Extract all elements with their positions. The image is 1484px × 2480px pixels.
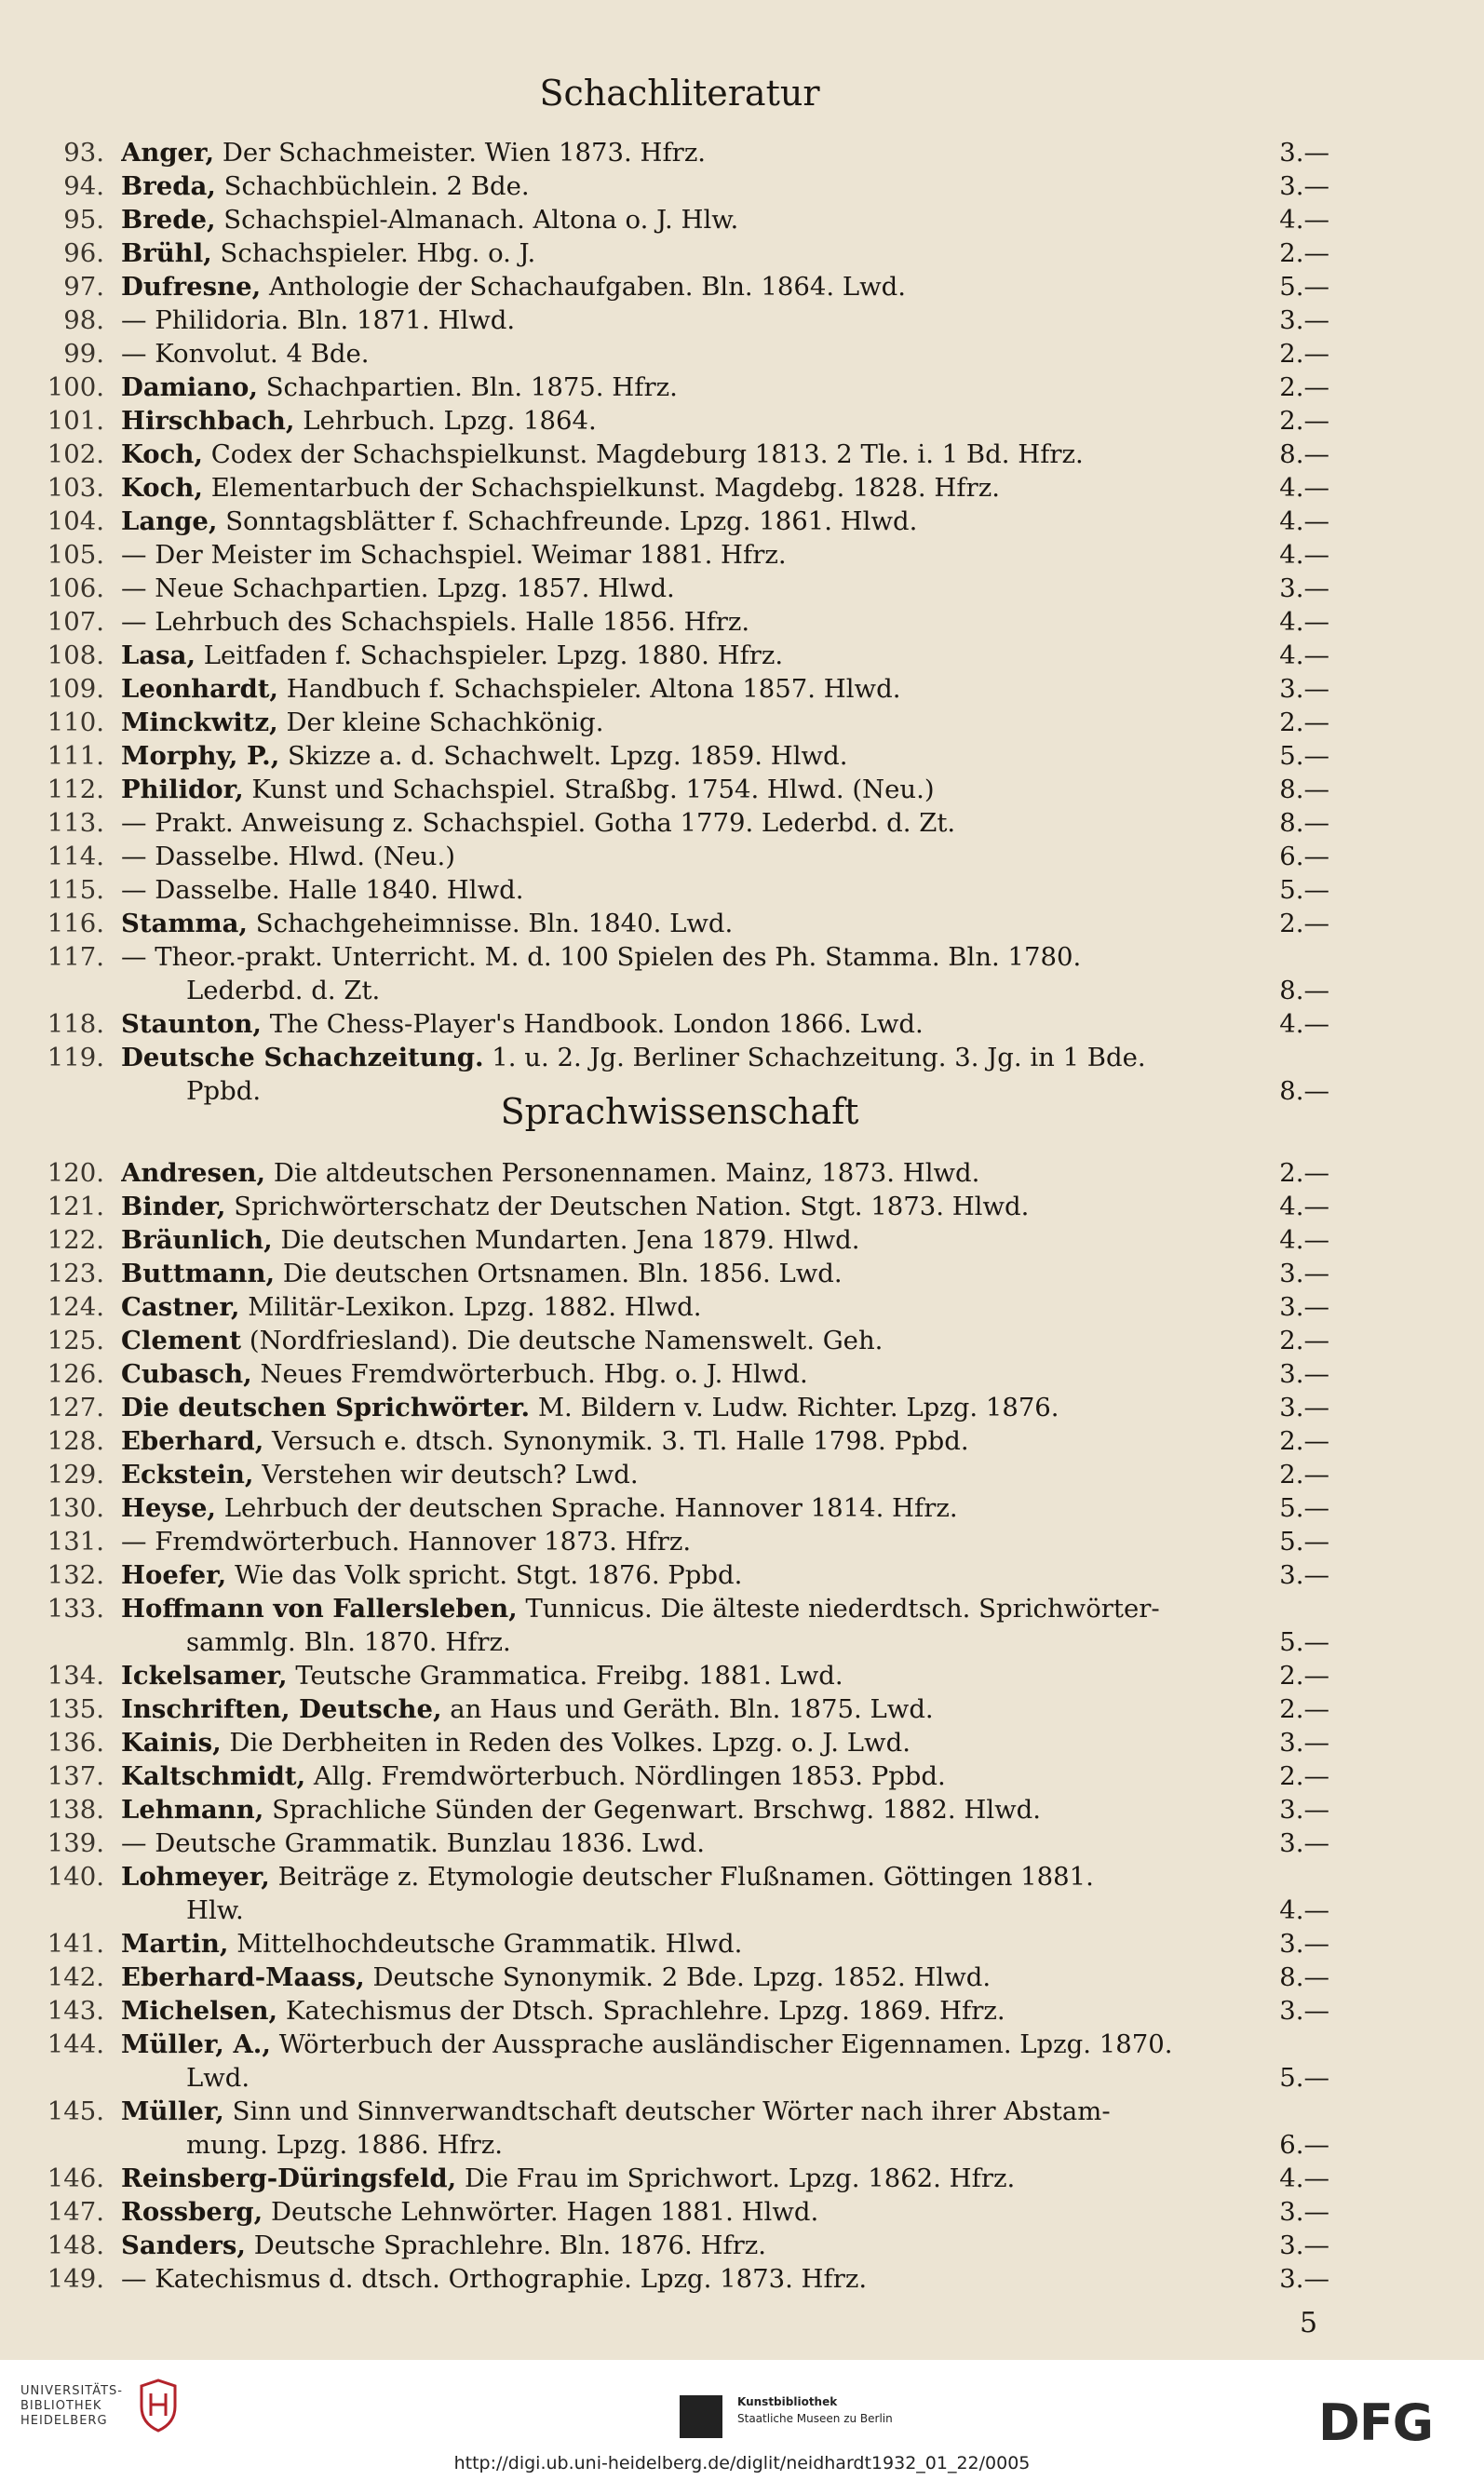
entry-number: 97.: [63, 272, 104, 302]
footer-bar: [0, 2360, 1484, 2480]
entry-description: Der Schachmeister. Wien 1873. Hfrz.: [222, 138, 707, 168]
entry-number: 103.: [47, 473, 104, 503]
entry-author: Minckwitz,: [121, 708, 278, 737]
entry-price: 3.—: [1274, 1994, 1329, 2028]
entry-author: Reinsberg-Düringsfeld,: [121, 2163, 457, 2193]
entry-author: Morphy, P.,: [121, 741, 280, 771]
entry-price: 8.—: [1274, 806, 1329, 840]
entry-description: Die deutschen Mundarten. Jena 1879. Hlwd.: [280, 1225, 860, 1255]
entry-number: 125.: [47, 1326, 104, 1355]
entry-price: 2.—: [1274, 1424, 1329, 1458]
entry-number: 100.: [47, 372, 104, 402]
source-url[interactable]: http://digi.ub.uni-heidelberg.de/diglit/neidhardt1932_01_22/0005: [453, 2453, 1031, 2473]
entry-description: Verstehen wir deutsch? Lwd.: [262, 1460, 639, 1489]
entry-description: sammlg. Bln. 1870. Hfrz.: [186, 1627, 511, 1657]
dfg-logo[interactable]: DFG: [1318, 2393, 1434, 2452]
entry-number: 105.: [47, 540, 104, 570]
entry-description: — Katechismus d. dtsch. Orthographie. Lpzg. 1873. Hfrz.: [121, 2264, 868, 2294]
entry-author: Eberhard-Maass,: [121, 1962, 365, 1992]
entry-description: Ppbd.: [186, 1076, 262, 1106]
entry-number: 114.: [47, 842, 104, 871]
entry-description: Codex der Schachspielkunst. Magdeburg 1813. 2 Tle. i. 1 Bd. Hfrz.: [210, 439, 1084, 469]
entry-number: 148.: [47, 2231, 104, 2260]
entry-price: 4.—: [1274, 639, 1329, 672]
ub-logo-line: BIBLIOTHEK: [20, 2399, 102, 2413]
entry-price: 3.—: [1274, 2229, 1329, 2262]
entry-description: — Lehrbuch des Schachspiels. Halle 1856. Hfrz.: [121, 607, 750, 637]
entry-price: 2.—: [1274, 907, 1329, 940]
entry-description: 1. u. 2. Jg. Berliner Schachzeitung. 3. Jg. in 1 Bde.: [492, 1043, 1146, 1072]
entry-description: Die Derbheiten in Reden des Volkes. Lpzg. o. J. Lwd.: [229, 1728, 911, 1758]
entry-price: 2.—: [1274, 1458, 1329, 1491]
entry-description: an Haus und Geräth. Bln. 1875. Lwd.: [450, 1694, 934, 1724]
entry-number: 134.: [47, 1661, 104, 1691]
entry-number: 93.: [63, 138, 104, 168]
ub-heidelberg-logo[interactable]: [20, 2384, 123, 2429]
entry-number: 141.: [47, 1929, 104, 1959]
entry-description: Mittelhochdeutsche Grammatik. Hlwd.: [236, 1929, 743, 1959]
entry-price: 2.—: [1274, 371, 1329, 404]
entry-number: 143.: [47, 1996, 104, 2026]
entry-author: Sanders,: [121, 2231, 246, 2260]
entry-number: 108.: [47, 640, 104, 670]
entry-author: Lange,: [121, 506, 218, 536]
entry-author: Cubasch,: [121, 1359, 252, 1389]
kb-logo-icon: [680, 2395, 722, 2438]
entry-author: Müller,: [121, 2096, 224, 2126]
entry-price: 8.—: [1274, 1961, 1329, 1994]
entry-description: Schachpartien. Bln. 1875. Hfrz.: [265, 372, 678, 402]
entry-description: (Nordfriesland). Die deutsche Namenswelt. Geh.: [249, 1326, 884, 1355]
entry-description: Handbuch f. Schachspieler. Altona 1857. Hlwd.: [286, 674, 901, 704]
entry-price: 2.—: [1274, 236, 1329, 270]
entry-price: 3.—: [1274, 136, 1329, 169]
entry-number: 126.: [47, 1359, 104, 1389]
entry-description: Anthologie der Schachaufgaben. Bln. 1864. Lwd.: [268, 272, 907, 302]
entry-description: Lehrbuch. Lpzg. 1864.: [303, 406, 597, 436]
entry-description: — Fremdwörterbuch. Hannover 1873. Hfrz.: [121, 1527, 692, 1557]
entry-description: Leitfaden f. Schachspieler. Lpzg. 1880. Hfrz.: [203, 640, 784, 670]
entry-author: Koch,: [121, 439, 203, 469]
entry-description: Die altdeutschen Personennamen. Mainz, 1873. Hlwd.: [273, 1158, 980, 1188]
entry-author: Dufresne,: [121, 272, 262, 302]
entry-description: Beiträge z. Etymologie deutscher Flußnamen. Göttingen 1881.: [277, 1862, 1094, 1892]
entry-description: Lederbd. d. Zt.: [186, 976, 381, 1005]
entry-description: Schachbüchlein. 2 Bde.: [223, 171, 530, 201]
entry-description: Sprachliche Sünden der Gegenwart. Brschwg. 1882. Hlwd.: [272, 1795, 1042, 1825]
entry-number: 96.: [63, 238, 104, 268]
entry-number: 138.: [47, 1795, 104, 1825]
entry-number: 142.: [47, 1962, 104, 1992]
entry-price: 2.—: [1274, 1324, 1329, 1357]
section-title: Schachliteratur: [539, 73, 820, 114]
entry-price: 3.—: [1274, 1927, 1329, 1961]
entry-price: 3.—: [1274, 169, 1329, 203]
entry-author: Martin,: [121, 1929, 229, 1959]
entry-description: — Philidoria. Bln. 1871. Hlwd.: [121, 305, 516, 335]
entry-price: 8.—: [1274, 974, 1329, 1007]
entry-author: Lasa,: [121, 640, 196, 670]
entry-description: Deutsche Sprachlehre. Bln. 1876. Hfrz.: [253, 2231, 767, 2260]
entry-description: Versuch e. dtsch. Synonymik. 3. Tl. Halle 1798. Ppbd.: [272, 1426, 969, 1456]
entry-description: Sonntagsblätter f. Schachfreunde. Lpzg. 1861. Hlwd.: [225, 506, 918, 536]
entry-price: 5.—: [1274, 1625, 1329, 1659]
entry-price: 3.—: [1274, 1391, 1329, 1424]
entry-number: 121.: [47, 1192, 104, 1221]
entry-price: 3.—: [1274, 303, 1329, 337]
entry-number: 145.: [47, 2096, 104, 2126]
entry-price: 3.—: [1274, 1726, 1329, 1759]
entry-price: 6.—: [1274, 2128, 1329, 2162]
entry-author: Lohmeyer,: [121, 1862, 270, 1892]
entry-number: 135.: [47, 1694, 104, 1724]
entry-price: 8.—: [1274, 1074, 1329, 1108]
entry-number: 122.: [47, 1225, 104, 1255]
entry-number: 115.: [47, 875, 104, 905]
entry-number: 110.: [47, 708, 104, 737]
entry-number: 116.: [47, 909, 104, 938]
ub-logo-line: UNIVERSITÄTS-: [20, 2384, 123, 2398]
entry-price: 4.—: [1274, 1223, 1329, 1257]
entry-description: Militär-Lexikon. Lpzg. 1882. Hlwd.: [248, 1292, 702, 1322]
entry-description: — Deutsche Grammatik. Bunzlau 1836. Lwd.: [121, 1828, 705, 1858]
entry-author: Müller, A.,: [121, 2029, 271, 2059]
entry-number: 124.: [47, 1292, 104, 1322]
entry-author: Anger,: [121, 138, 215, 168]
entry-number: 128.: [47, 1426, 104, 1456]
entry-number: 101.: [47, 406, 104, 436]
entry-price: 5.—: [1274, 2061, 1329, 2095]
entry-price: 2.—: [1274, 1692, 1329, 1726]
entry-description: mung. Lpzg. 1886. Hfrz.: [186, 2130, 504, 2160]
entry-description: — Theor.-prakt. Unterricht. M. d. 100 Spielen des Ph. Stamma. Bln. 1780.: [121, 942, 1082, 972]
entry-number: 102.: [47, 439, 104, 469]
entry-price: 4.—: [1274, 203, 1329, 236]
entry-price: 4.—: [1274, 1190, 1329, 1223]
entry-description: Elementarbuch der Schachspielkunst. Magdebg. 1828. Hfrz.: [210, 473, 1000, 503]
entry-number: 147.: [47, 2197, 104, 2227]
entry-description: Tunnicus. Die älteste niederdtsch. Sprichwörter-: [525, 1594, 1160, 1624]
entry-number: 130.: [47, 1493, 104, 1523]
entry-number: 119.: [47, 1043, 104, 1072]
entry-description: Der kleine Schachkönig.: [286, 708, 604, 737]
entry-description: Sinn und Sinnverwandtschaft deutscher Wörter nach ihrer Abstam-: [232, 2096, 1111, 2126]
kb-subtitle: Staatliche Museen zu Berlin: [737, 2412, 893, 2425]
entry-author: Eckstein,: [121, 1460, 254, 1489]
entry-number: 129.: [47, 1460, 104, 1489]
entry-description: Schachspieler. Hbg. o. J.: [220, 238, 536, 268]
entry-description: Schachgeheimnisse. Bln. 1840. Lwd.: [255, 909, 734, 938]
entry-number: 99.: [63, 339, 104, 369]
entry-price: 3.—: [1274, 1793, 1329, 1826]
entry-author: Lehmann,: [121, 1795, 264, 1825]
entry-price: 2.—: [1274, 1759, 1329, 1793]
entry-price: 3.—: [1274, 1558, 1329, 1592]
entry-author: Kainis,: [121, 1728, 222, 1758]
entry-price: 5.—: [1274, 873, 1329, 907]
entry-description: Lehrbuch der deutschen Sprache. Hannover 1814. Hfrz.: [223, 1493, 958, 1523]
entry-author: Michelsen,: [121, 1996, 278, 2026]
entry-description: Die Frau im Sprichwort. Lpzg. 1862. Hfrz.: [464, 2163, 1016, 2193]
entry-price: 2.—: [1274, 706, 1329, 739]
entry-number: 120.: [47, 1158, 104, 1188]
entry-price: 8.—: [1274, 773, 1329, 806]
entry-number: 117.: [47, 942, 104, 972]
entry-number: 113.: [47, 808, 104, 838]
entry-author: Bräunlich,: [121, 1225, 273, 1255]
entry-author: Damiano,: [121, 372, 258, 402]
entry-description: Kunst und Schachspiel. Straßbg. 1754. Hlwd. (Neu.): [251, 775, 935, 804]
entry-price: 4.—: [1274, 2162, 1329, 2195]
entry-number: 137.: [47, 1761, 104, 1791]
entry-number: 107.: [47, 607, 104, 637]
entry-number: 98.: [63, 305, 104, 335]
entry-description: Skizze a. d. Schachwelt. Lpzg. 1859. Hlwd.: [288, 741, 848, 771]
entry-author: Buttmann,: [121, 1259, 276, 1288]
entry-author: Inschriften, Deutsche,: [121, 1694, 442, 1724]
entry-price: 3.—: [1274, 572, 1329, 605]
entry-author: Hoffmann von Fallersleben,: [121, 1594, 518, 1624]
entry-description: Allg. Fremdwörterbuch. Nördlingen 1853. Ppbd.: [313, 1761, 946, 1791]
entry-description: Wörterbuch der Aussprache ausländischer Eigennamen. Lpzg. 1870.: [278, 2029, 1173, 2059]
entry-description: Neues Fremdwörterbuch. Hbg. o. J. Hlwd.: [260, 1359, 808, 1389]
entry-author: Eberhard,: [121, 1426, 264, 1456]
entry-author: Deutsche Schachzeitung.: [121, 1043, 484, 1072]
entry-author: Koch,: [121, 473, 203, 503]
entry-author: Leonhardt,: [121, 674, 278, 704]
entry-price: 5.—: [1274, 270, 1329, 303]
entry-number: 106.: [47, 573, 104, 603]
entry-price: 4.—: [1274, 471, 1329, 505]
entry-number: 95.: [63, 205, 104, 235]
entry-number: 140.: [47, 1862, 104, 1892]
entry-number: 144.: [47, 2029, 104, 2059]
page-number: 5: [1300, 2307, 1318, 2339]
entry-price: 5.—: [1274, 1491, 1329, 1525]
entry-price: 3.—: [1274, 672, 1329, 706]
entry-number: 123.: [47, 1259, 104, 1288]
entry-number: 146.: [47, 2163, 104, 2193]
entry-number: 118.: [47, 1009, 104, 1039]
entry-number: 149.: [47, 2264, 104, 2294]
entry-price: 5.—: [1274, 739, 1329, 773]
entry-author: Rossberg,: [121, 2197, 263, 2227]
entry-price: 8.—: [1274, 438, 1329, 471]
entry-price: 3.—: [1274, 1357, 1329, 1391]
entry-price: 3.—: [1274, 2195, 1329, 2229]
ub-logo-line: HEIDELBERG: [20, 2414, 108, 2428]
entry-price: 3.—: [1274, 1826, 1329, 1860]
entry-description: — Neue Schachpartien. Lpzg. 1857. Hlwd.: [121, 573, 675, 603]
entry-description: — Prakt. Anweisung z. Schachspiel. Gotha 1779. Lederbd. d. Zt.: [121, 808, 956, 838]
entry-description: — Konvolut. 4 Bde.: [121, 339, 370, 369]
entry-author: Binder,: [121, 1192, 226, 1221]
entry-price: 4.—: [1274, 1007, 1329, 1041]
entry-description: M. Bildern v. Ludw. Richter. Lpzg. 1876.: [537, 1393, 1059, 1422]
entry-price: 5.—: [1274, 1525, 1329, 1558]
entry-description: Deutsche Synonymik. 2 Bde. Lpzg. 1852. Hlwd.: [372, 1962, 992, 1992]
entry-author: Hirschbach,: [121, 406, 295, 436]
entry-description: Schachspiel-Almanach. Altona o. J. Hlw.: [223, 205, 739, 235]
entry-number: 111.: [47, 741, 104, 771]
entry-author: Kaltschmidt,: [121, 1761, 306, 1791]
entry-price: 4.—: [1274, 538, 1329, 572]
entry-price: 6.—: [1274, 840, 1329, 873]
entry-description: Hlw.: [186, 1895, 244, 1925]
entry-description: Wie das Volk spricht. Stgt. 1876. Ppbd.: [234, 1560, 743, 1590]
entry-author: Castner,: [121, 1292, 240, 1322]
entry-author: Brühl,: [121, 238, 212, 268]
entry-price: 4.—: [1274, 605, 1329, 639]
entry-author: Stamma,: [121, 909, 248, 938]
entry-description: Die deutschen Ortsnamen. Bln. 1856. Lwd.: [282, 1259, 843, 1288]
entry-author: Andresen,: [121, 1158, 266, 1188]
entry-description: The Chess-Player's Handbook. London 1866. Lwd.: [269, 1009, 924, 1039]
ub-seal-icon: [138, 2379, 179, 2433]
entry-number: 136.: [47, 1728, 104, 1758]
entry-number: 133.: [47, 1594, 104, 1624]
entry-description: Teutsche Grammatica. Freibg. 1881. Lwd.: [295, 1661, 843, 1691]
entry-author: Die deutschen Sprichwörter.: [121, 1393, 531, 1422]
entry-price: 4.—: [1274, 1894, 1329, 1927]
entry-price: 3.—: [1274, 1257, 1329, 1290]
entry-number: 94.: [63, 171, 104, 201]
entry-author: Hoefer,: [121, 1560, 227, 1590]
entry-number: 139.: [47, 1828, 104, 1858]
entry-number: 127.: [47, 1393, 104, 1422]
entry-price: 2.—: [1274, 337, 1329, 371]
kb-title: Kunstbibliothek: [737, 2395, 838, 2408]
entry-author: Brede,: [121, 205, 216, 235]
entry-price: 3.—: [1274, 2262, 1329, 2296]
entry-price: 2.—: [1274, 1659, 1329, 1692]
entry-description: — Der Meister im Schachspiel. Weimar 1881. Hfrz.: [121, 540, 787, 570]
entry-author: Clement: [121, 1326, 242, 1355]
entry-price: 4.—: [1274, 505, 1329, 538]
entry-description: Katechismus der Dtsch. Sprachlehre. Lpzg. 1869. Hfrz.: [285, 1996, 1005, 2026]
entry-number: 131.: [47, 1527, 104, 1557]
entry-number: 132.: [47, 1560, 104, 1590]
entry-description: — Dasselbe. Halle 1840. Hlwd.: [121, 875, 524, 905]
entry-author: Heyse,: [121, 1493, 217, 1523]
entry-author: Breda,: [121, 171, 216, 201]
entry-description: — Dasselbe. Hlwd. (Neu.): [121, 842, 455, 871]
entry-description: Deutsche Lehnwörter. Hagen 1881. Hlwd.: [270, 2197, 819, 2227]
entry-number: 104.: [47, 506, 104, 536]
entry-author: Staunton,: [121, 1009, 262, 1039]
entry-price: 2.—: [1274, 1156, 1329, 1190]
entry-number: 109.: [47, 674, 104, 704]
entry-price: 2.—: [1274, 404, 1329, 438]
entry-description: Sprichwörterschatz der Deutschen Nation. Stgt. 1873. Hlwd.: [234, 1192, 1030, 1221]
entry-description: Lwd.: [186, 2063, 250, 2093]
kunstbibliothek-logo[interactable]: [680, 2386, 922, 2442]
entry-price: 3.—: [1274, 1290, 1329, 1324]
section-title: Sprachwissenschaft: [500, 1091, 859, 1132]
entry-author: Ickelsamer,: [121, 1661, 288, 1691]
entry-author: Philidor,: [121, 775, 244, 804]
entry-number: 112.: [47, 775, 104, 804]
